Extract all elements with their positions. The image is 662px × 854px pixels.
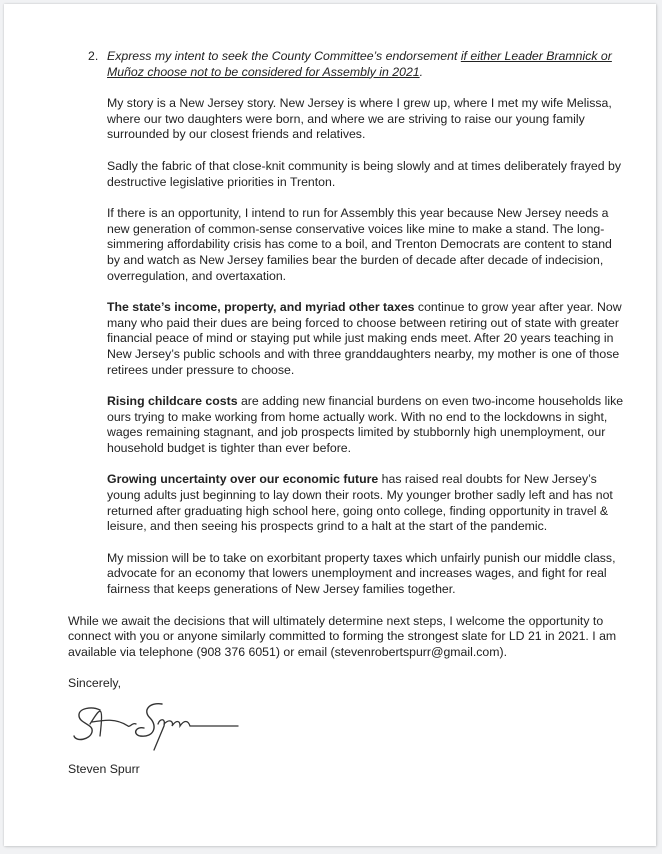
paragraph-text: has raised real doubts for New Jersey’s young adults just beginning to lay down their roots. My younger brother sadly left and has not returned after graduating high school here, going onto college, finding opportunity in travel & leisure, and then seeing his prospects grind to a halt at the start of the pandemic. [107,472,613,534]
item-heading [107,49,628,80]
closing-paragraph: While we await the decisions that will ultimately determine next steps, I welcome the opportunity to connect with you or anyone similarly committed to forming the strongest slate for LD 21 in 2021. I am available via telephone (908 376 6051) or email (stevenrobertspurr@gmail.com). [68,613,617,659]
paragraph-text: My story is a New Jersey story. New Jersey is where I grew up, where I met my wife Melissa, where our two daughters were born, and where we are striving to raise our young family surrounded by our closest friends and relatives. [107,96,612,142]
paragraph-uncertainty [107,472,628,534]
paragraph-text: are adding new financial burdens on even two-income households like ours trying to make working from home actually work. With no end to the lockdowns in sight, wages remaining stagnant, and job prospects limited by stubbornly high unemployment, our household budget is tighter than ever before. [107,394,624,455]
paragraph-opportunity [107,206,628,284]
item-heading-end: . [419,64,424,79]
paragraph-lead: The state’s income, property, and myriad other taxes [107,300,415,315]
item-heading-underlined: if either Leader Bramnick or Muñoz choose not to be considered for Assembly in 2021 [107,49,612,79]
paragraph-text: If there is an opportunity, I intend to run for Assembly this year because New Jersey needs a new generation of common-sense conservative voices like mine to make a stand. The long-simmering affordability crisis has come to a boil, and Trenton Democrats are content to stand by and watch as New Jersey families bear the burden of decade after decade of indecision, overregulation, and overtaxation. [107,206,612,283]
sign-off: Sincerely, [68,676,122,691]
paragraph-mission [107,551,628,598]
paragraph-childcare [107,394,628,456]
signer-name: Steven Spurr [68,762,140,776]
paragraph-text: Sadly the fabric of that close-knit community is being slowly and at times deliberately frayed by destructive legislative priorities in Trenton. [107,158,621,189]
letter-body [68,49,628,778]
paragraph-taxes [107,300,628,378]
paragraph-story [107,96,628,143]
paragraph-lead: Rising childcare costs [107,394,238,409]
paragraph-text: My mission will be to take on exorbitant property taxes which unfairly punish our middle class, advocate for an economy that lowers unemployment and increases wages, and fight for real fairness that keeps generations of New Jersey families together. [107,550,616,597]
item-heading-text: Express my intent to seek the County Committee’s endorsement [107,49,461,63]
document-page [4,4,656,846]
item-number: 2. [88,49,99,63]
numbered-item [68,49,628,598]
paragraph-community [107,159,628,190]
paragraph-lead: Growing uncertainty over our economic future [107,472,379,487]
handwritten-signature [70,696,240,756]
paragraph-text: continue to grow year after year. Now many who paid their dues are being forced to choose between retiring out of state with greater financial peace of mind or staying put while just making ends meet. After 20 years teaching in New Jersey’s public schools and with three granddaughters nearby, my mother is one of those retirees under pressure to choose. [107,300,622,377]
